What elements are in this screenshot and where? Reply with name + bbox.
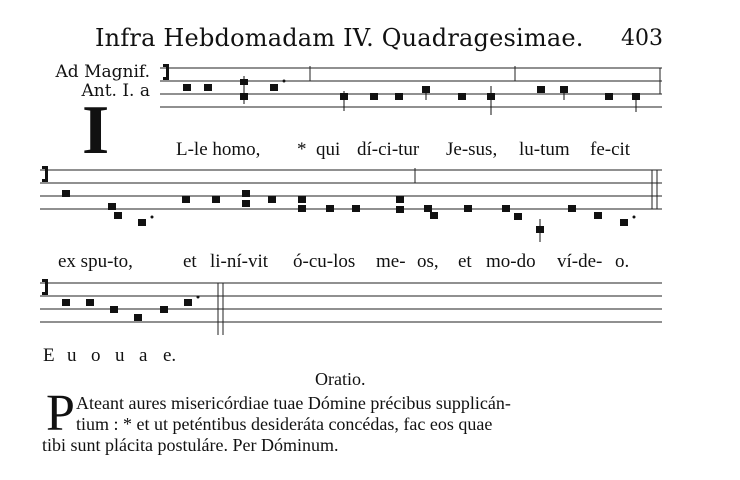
- page-number: 403: [621, 26, 663, 51]
- lyric-syllable: mo-do: [486, 251, 536, 272]
- neumes-line-2: [62, 190, 636, 242]
- lyric-syllable: E: [43, 345, 55, 366]
- c-clef-icon: [42, 166, 48, 182]
- lyric-syllable: u: [67, 345, 77, 366]
- neumes-line-1: [183, 76, 640, 115]
- c-clef-icon: [42, 279, 48, 295]
- lyric-syllable: ex spu-to,: [58, 251, 133, 272]
- staff-1: [160, 66, 662, 107]
- mode-label-line-1: Ad Magnif.: [55, 62, 150, 82]
- lyric-syllable: ó-cu-los: [293, 251, 356, 272]
- lyric-syllable: et: [183, 251, 197, 272]
- lyric-syllable: o: [91, 345, 101, 366]
- staff-2: [40, 168, 662, 209]
- mode-label-line-2: Ant. I. a: [81, 81, 150, 101]
- lyric-syllable: Je-sus,: [446, 139, 498, 160]
- lyric-syllable: L-le homo,: [176, 139, 261, 160]
- oratio-heading: Oratio.: [315, 369, 366, 389]
- lyric-syllable: u: [115, 345, 125, 366]
- lyric-syllable: me-: [376, 251, 406, 272]
- lyric-syllable: ví-de-: [557, 251, 603, 272]
- staff-3: [40, 283, 662, 335]
- c-clef-icon: [163, 64, 169, 80]
- lyric-syllable: o.: [615, 251, 630, 272]
- prayer-line-2: tium : * et ut peténtibus desideráta concédas, fac eos quae: [76, 414, 493, 434]
- lyric-syllable: et: [458, 251, 472, 272]
- page-title: Infra Hebdomadam IV. Quadragesimae.: [95, 24, 584, 52]
- lyric-syllable: lu-tum: [519, 139, 570, 160]
- prayer-line-1: Ateant aures misericórdiae tuae Dómine précibus supplicán-: [76, 393, 511, 413]
- lyric-syllable: e.: [163, 345, 177, 366]
- lyric-syllable: qui: [316, 139, 341, 160]
- prayer-drop-cap: P: [46, 385, 75, 442]
- lyric-syllable: li-ní-vit: [210, 251, 269, 272]
- lyric-syllable: fe-cit: [590, 139, 631, 160]
- lyric-syllable: os,: [417, 251, 439, 272]
- neumes-line-3: [62, 296, 200, 322]
- prayer-line-3: tibi sunt plácita postuláre. Per Dóminum.: [42, 435, 339, 455]
- lyric-syllable: a: [139, 345, 148, 366]
- chant-initial-letter: I: [82, 92, 110, 169]
- lyric-syllable: *: [297, 139, 307, 160]
- lyric-syllable: dí-ci-tur: [357, 139, 420, 160]
